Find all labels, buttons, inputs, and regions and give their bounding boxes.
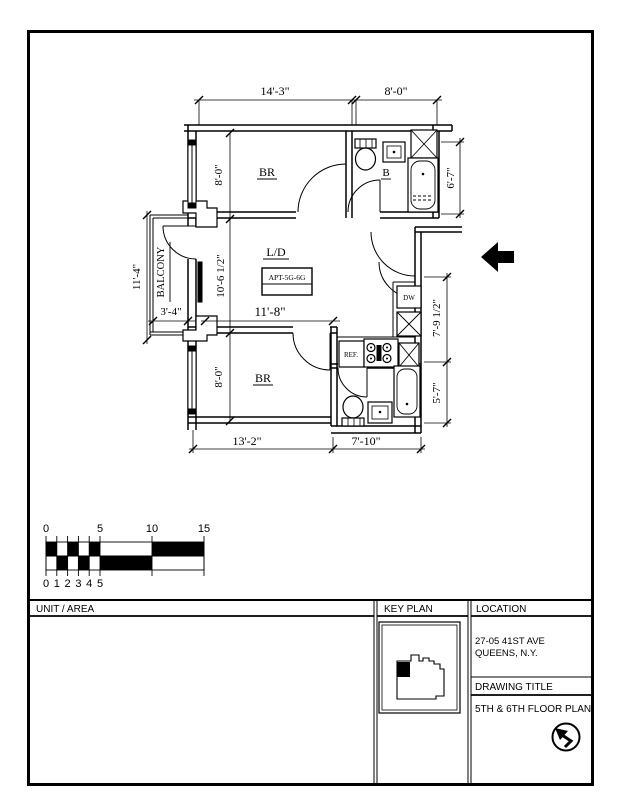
room-label-bath: B	[382, 167, 390, 179]
scale-bottom-label-3: 3	[75, 578, 82, 590]
scale-top-label-10: 10	[145, 523, 159, 535]
dimension-top	[194, 96, 442, 125]
refrigerator-label: REF.	[343, 351, 359, 359]
dimension-balcony-width	[148, 317, 196, 325]
drawing-title-value: 5TH & 6TH FLOOR PLAN	[475, 704, 592, 715]
scale-bottom-label-1: 1	[53, 578, 60, 590]
entry-arrow-icon	[481, 242, 514, 272]
drawing-title-header: DRAWING TITLE	[475, 682, 553, 693]
location-address-line2: QUEENS, N.Y.	[475, 648, 538, 659]
sink-bottom-icon	[368, 402, 392, 423]
dim-bottom-width-right: 7'-10"	[351, 434, 381, 448]
scale-bottom-label-2: 2	[64, 578, 71, 590]
dim-living-width: 11'-8"	[254, 304, 286, 319]
dim-bath-top-depth: 6'-7"	[445, 167, 457, 189]
balcony-door-panel	[198, 262, 202, 302]
bathtub-icon	[408, 158, 438, 212]
location-address-line1: 27-05 41ST AVE	[475, 636, 545, 647]
room-label-balcony: BALCONY	[156, 246, 167, 298]
title-block	[28, 600, 593, 785]
room-label-living-dining: L/D	[266, 245, 286, 259]
key-plan-header: KEY PLAN	[384, 604, 433, 615]
dim-balcony-width: 3'-4"	[160, 306, 182, 318]
location-header: LOCATION	[476, 604, 527, 615]
toilet-bottom-icon	[342, 396, 364, 426]
kitchen-sink-icon	[397, 312, 421, 336]
stove-icon	[364, 339, 398, 367]
dim-living-depth: 10'-6 1/2"	[215, 254, 227, 298]
bath-bottom-fixtures	[342, 366, 420, 426]
apartment-label: APT-5G-6G	[268, 273, 306, 282]
door-br-bottom	[293, 333, 330, 370]
toilet-icon	[355, 139, 376, 170]
sheet-border	[29, 32, 593, 785]
dim-top-width-left: 14'-3"	[260, 84, 290, 98]
scale-top-label-5: 5	[96, 523, 104, 535]
window-br-top	[188, 140, 196, 208]
window-br-bottom	[188, 346, 196, 414]
scale-top-label-0: 0	[42, 523, 50, 535]
dishwasher-label: DW	[403, 294, 415, 302]
unit-area-header: UNIT / AREA	[36, 604, 95, 615]
bath-top-fixtures	[355, 130, 438, 212]
scale-bottom-label-0: 0	[42, 578, 50, 590]
scale-top-label-15: 15	[197, 523, 211, 535]
door-bath-top	[348, 180, 380, 212]
floor-plan	[131, 84, 514, 453]
scale-bottom-label-5: 5	[96, 578, 104, 590]
sink-icon	[383, 142, 405, 162]
bathtub-bottom-icon	[394, 366, 420, 417]
dim-top-width-right: 8'-0"	[384, 84, 408, 98]
scale-bar-frame	[46, 536, 204, 576]
key-plan-unit-highlight	[397, 662, 410, 677]
scale-bottom-label-4: 4	[86, 578, 93, 590]
door-entry	[371, 232, 415, 276]
dim-br-top-depth: 8'-0"	[213, 164, 225, 186]
key-plan	[379, 622, 460, 713]
counter-sink-icon	[399, 343, 419, 367]
room-label-br-top: BR	[258, 165, 276, 179]
door-br-top	[298, 164, 346, 212]
door-balcony	[163, 226, 196, 259]
shower-icon	[411, 130, 437, 158]
dim-left-overall: 11'-4"	[131, 263, 143, 291]
dim-bath-bottom-depth: 5'-7"	[431, 382, 443, 404]
scale-bar	[43, 523, 210, 590]
door-bath-bottom	[338, 368, 367, 397]
room-label-br-bottom: BR	[254, 371, 272, 385]
dim-kitchen-depth: 7'-9 1/2"	[431, 299, 443, 337]
dim-br-bottom-depth: 8'-0"	[213, 366, 225, 388]
architect-logo-icon	[553, 724, 580, 751]
dim-bottom-width-left: 13'-2"	[232, 434, 262, 448]
dimension-left-chain	[226, 129, 234, 425]
